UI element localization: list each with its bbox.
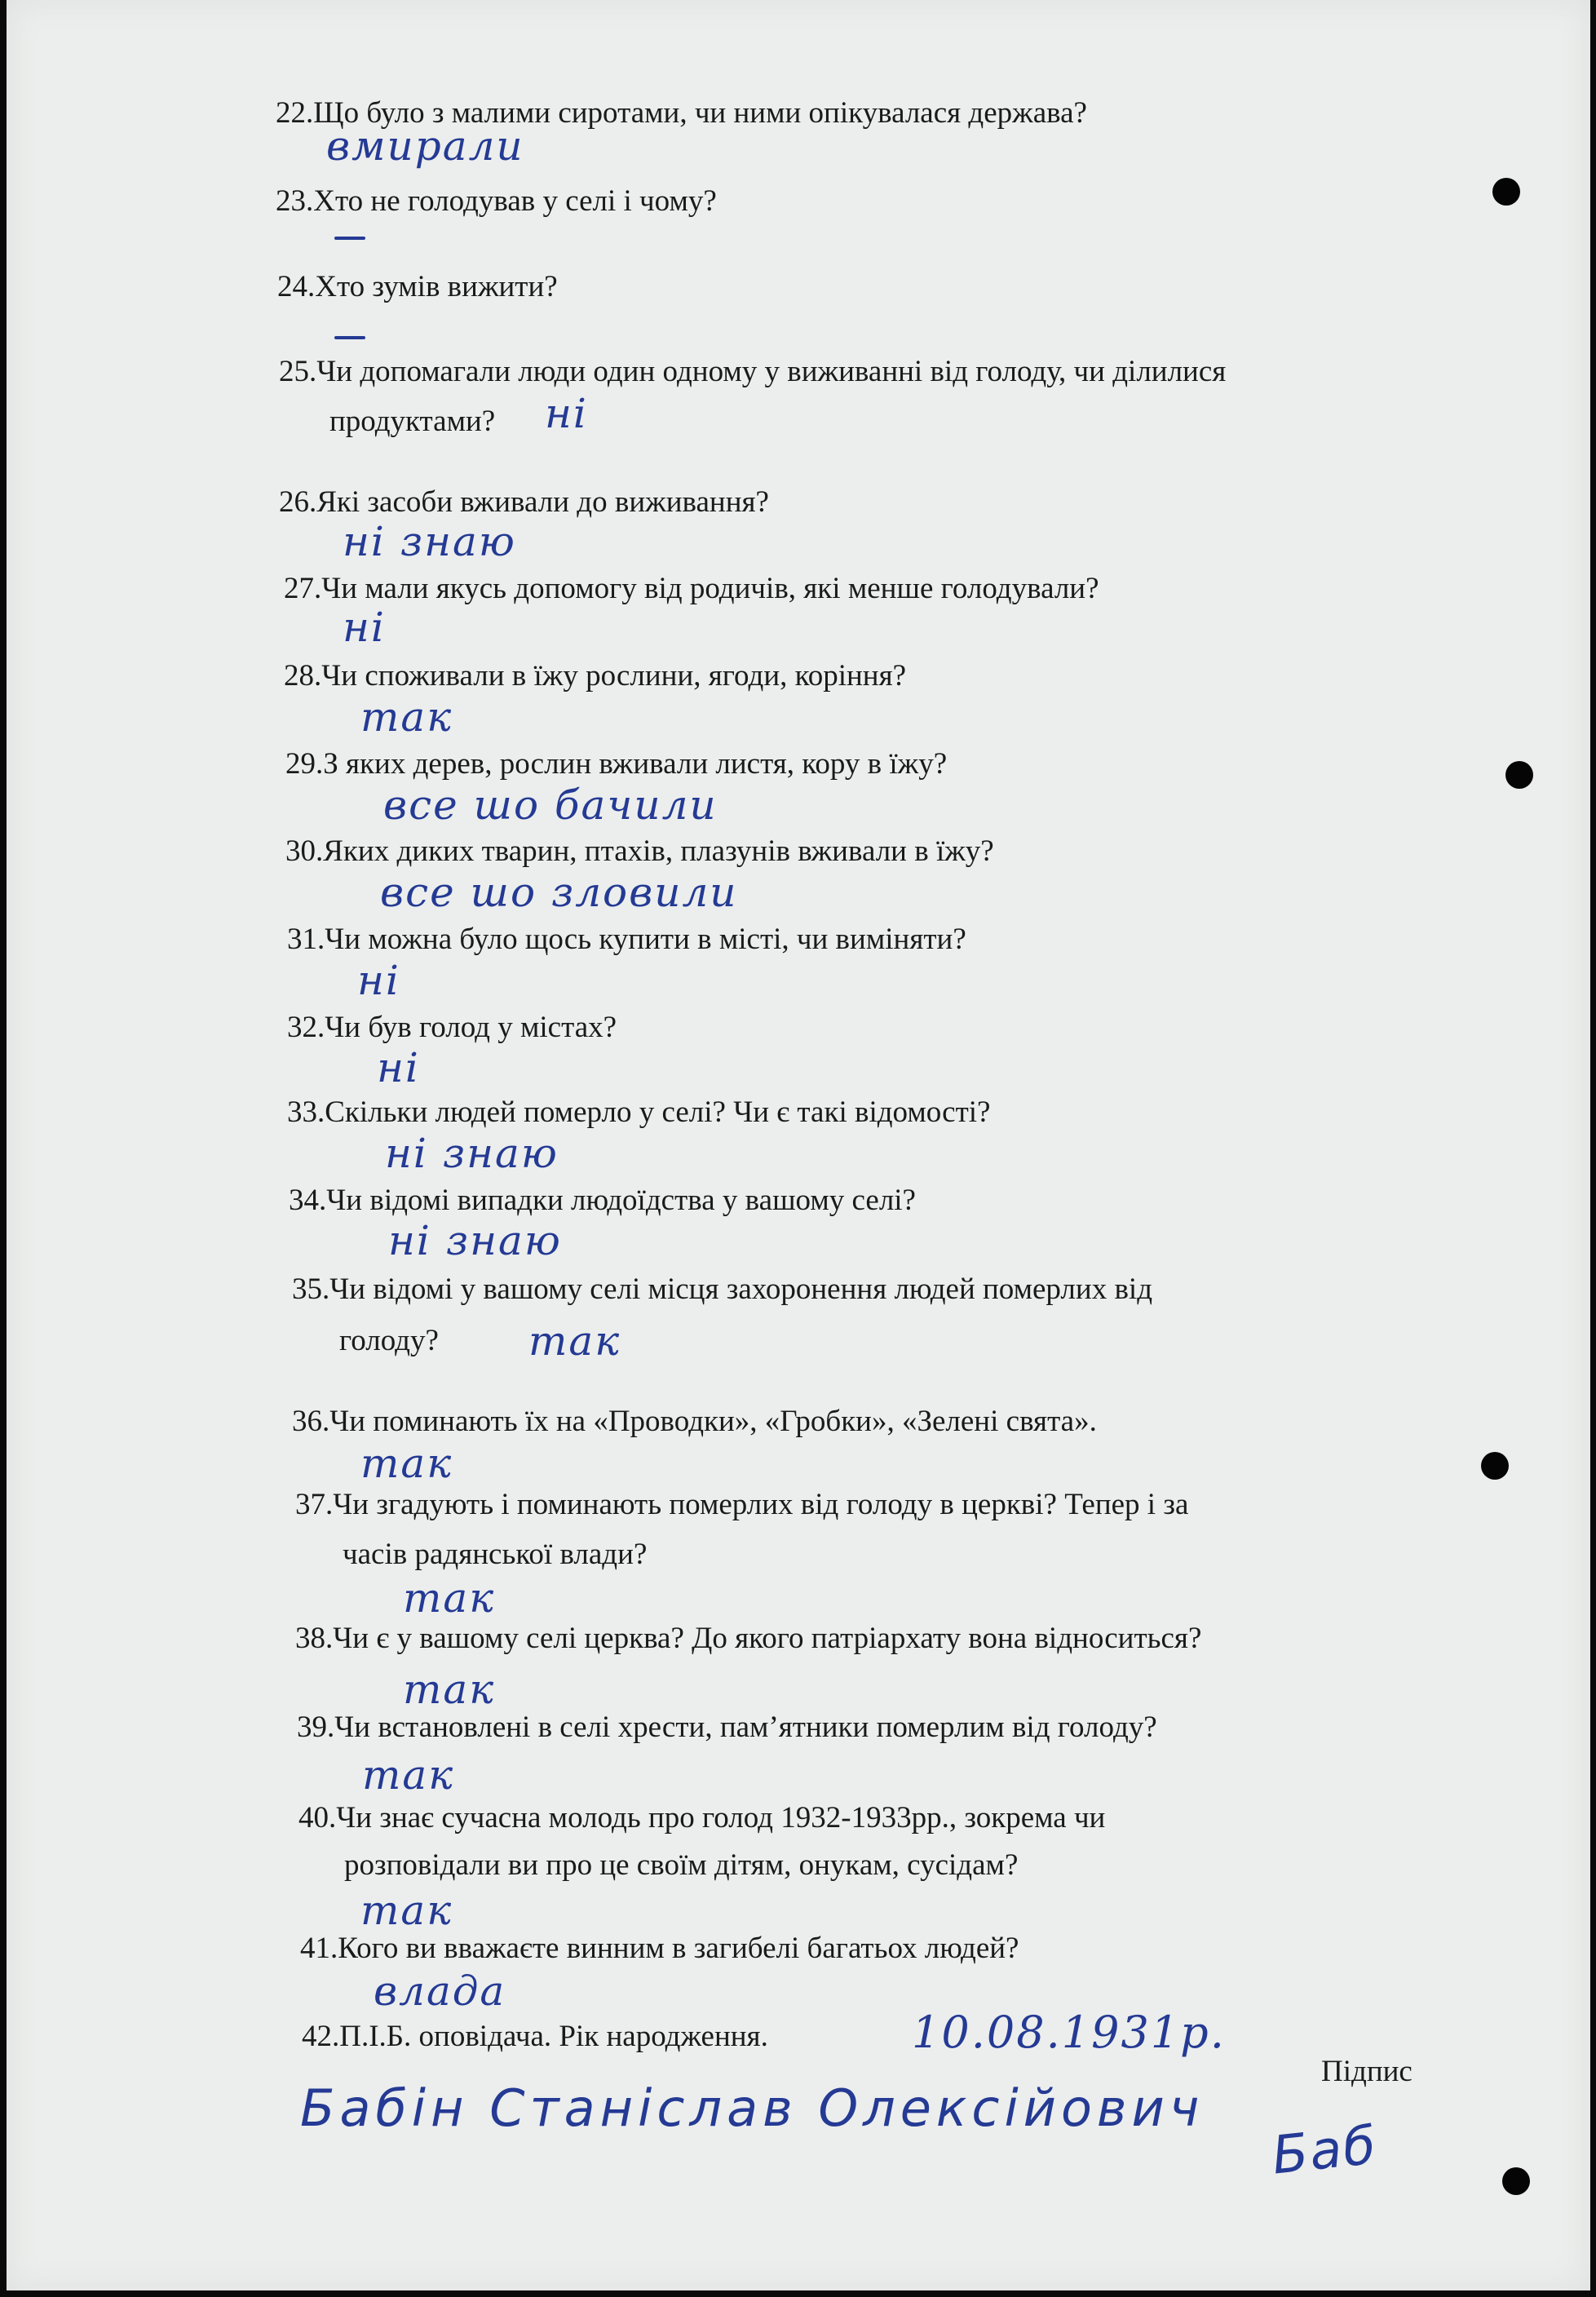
question-30: 30.Яких диких тварин, птахів, плазунів вживали в їжу?	[285, 834, 994, 868]
answer-26: ні знаю	[343, 518, 516, 565]
question-35-continued: голоду?	[339, 1324, 439, 1357]
answer-40: так	[360, 1887, 453, 1934]
answer-23-dash	[334, 237, 365, 240]
question-40-continued: розповідали ви про це своїм дітям, онукам, сусідам?	[344, 1848, 1019, 1882]
question-23: 23.Хто не голодував у селі і чому?	[276, 184, 717, 218]
answer-42-birth-date: 10.08.1931р.	[912, 2007, 1226, 2058]
question-35: 35.Чи відомі у вашому селі місця захоронення людей померлих від	[292, 1272, 1153, 1306]
question-37-continued: часів радянської влади?	[343, 1538, 648, 1571]
answer-34: ні знаю	[388, 1217, 562, 1264]
question-24: 24.Хто зумів вижити?	[277, 270, 558, 303]
answer-33: ні знаю	[385, 1130, 559, 1177]
answer-31: ні	[357, 957, 400, 1004]
question-33: 33.Скільки людей померло у селі? Чи є такі відомості?	[287, 1095, 991, 1129]
answer-30: все шо зловили	[380, 869, 738, 916]
answer-28: так	[360, 693, 453, 741]
answer-29: все шо бачили	[383, 781, 718, 829]
answer-24-dash	[334, 336, 365, 339]
answer-41: влада	[374, 1967, 506, 2015]
question-32: 32.Чи був голод у містах?	[287, 1011, 617, 1044]
question-26: 26.Які засоби вживали до виживання?	[279, 485, 769, 519]
answer-35: так	[528, 1317, 621, 1365]
document-page	[7, 0, 1590, 2290]
question-39: 39.Чи встановлені в селі хрести, пам’ятники померлим від голоду?	[297, 1711, 1157, 1744]
question-31: 31.Чи можна було щось купити в місті, чи виміняти?	[287, 923, 966, 956]
question-34: 34.Чи відомі випадки людоїдства у вашому селі?	[289, 1184, 916, 1217]
question-38: 38.Чи є у вашому селі церква? До якого патріархату вона відноситься?	[295, 1622, 1202, 1655]
question-27: 27.Чи мали якусь допомогу від родичів, які менше голодували?	[284, 572, 1099, 605]
answer-22: вмирали	[326, 122, 524, 170]
handwritten-signature: Баб	[1269, 2115, 1381, 2187]
punch-hole	[1502, 2167, 1530, 2195]
answer-42-full-name: Бабін Станіслав Олексійович	[300, 2078, 1205, 2138]
punch-hole	[1505, 761, 1533, 789]
question-36: 36.Чи поминають їх на «Проводки», «Гробки», «Зелені свята».	[292, 1405, 1097, 1438]
question-42: 42.П.І.Б. оповідача. Рік народження.	[302, 2020, 768, 2053]
answer-32: ні	[377, 1044, 420, 1091]
question-22: 22.Що було з малими сиротами, чи ними опікувалася держава?	[276, 96, 1087, 130]
answer-39: так	[362, 1751, 455, 1799]
signature-label: Підпис	[1321, 2055, 1413, 2088]
question-28: 28.Чи споживали в їжу рослини, ягоди, коріння?	[284, 659, 907, 693]
answer-37: так	[403, 1574, 496, 1622]
answer-25: ні	[545, 390, 588, 437]
question-25: 25.Чи допомагали люди один одному у виживанні від голоду, чи ділилися	[279, 355, 1227, 388]
question-29: 29.З яких дерев, рослин вживали листя, кору в їжу?	[285, 747, 948, 781]
question-41: 41.Кого ви вважаєте винним в загибелі багатьох людей?	[300, 1932, 1019, 1965]
question-37: 37.Чи згадують і поминають померлих від голоду в церкві? Тепер і за	[295, 1488, 1189, 1521]
punch-hole	[1492, 178, 1520, 206]
answer-36: так	[360, 1440, 453, 1487]
question-40: 40.Чи знає сучасна молодь про голод 1932-1933рр., зокрема чи	[298, 1801, 1106, 1835]
punch-hole	[1481, 1452, 1509, 1480]
answer-38: так	[403, 1666, 496, 1713]
answer-27: ні	[343, 604, 386, 651]
question-25-continued: продуктами?	[329, 405, 496, 438]
